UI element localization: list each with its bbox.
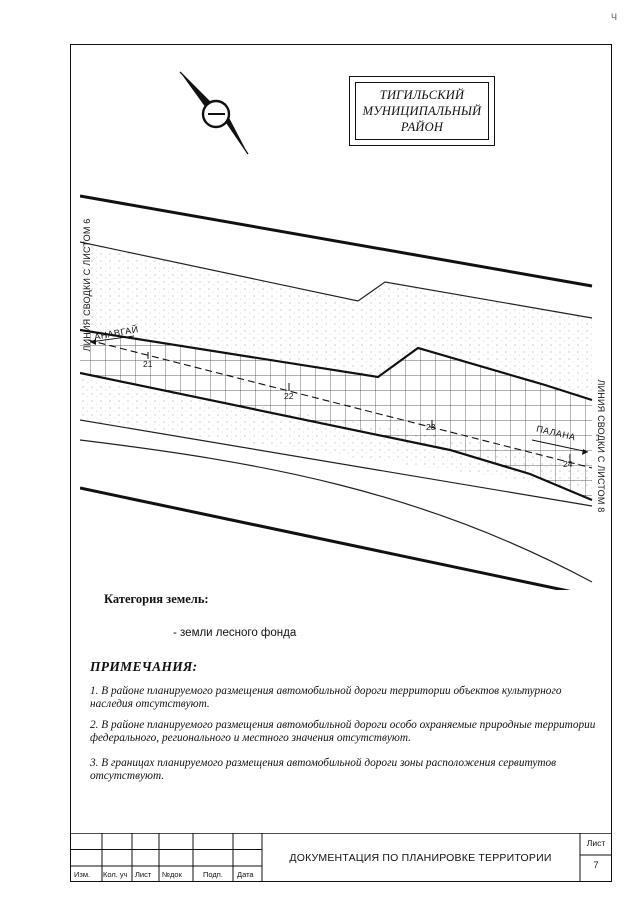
village-label-anavgai: АНАВГАЙ [93, 324, 140, 342]
notes-heading: ПРИМЕЧАНИЯ: [90, 659, 198, 674]
district-title-line: РАЙОН [400, 120, 444, 134]
district-title-line: ТИГИЛЬСКИЙ [379, 88, 465, 102]
district-title-box [349, 76, 495, 146]
land-category-heading: Категория земель: [104, 592, 209, 606]
right-match-line-label: ЛИНИЯ СВОДКИ С ЛИСТОМ 8 [596, 379, 606, 513]
picket-label: 23 [426, 422, 436, 432]
stamp-column-list: Лист [135, 870, 152, 879]
corner-mark: Ч [611, 12, 617, 22]
stamp-column-kol: Кол. уч [103, 870, 128, 879]
stamp-column-izm: Изм. [74, 870, 91, 879]
boundary-thick-bottom [80, 488, 592, 596]
document-title: ДОКУМЕНТАЦИЯ ПО ПЛАНИРОВКЕ ТЕРРИТОРИИ [289, 851, 552, 864]
land-category-item: - земли лесного фонда [173, 627, 297, 639]
picket-label: 22 [284, 391, 294, 401]
note-item: 3. В границах планируемого размещения автомобильной дороги зоны расположения сервитутов отсутствуют. [90, 757, 557, 782]
note-item: 1. В районе планируемого размещения автомобильной дороги территории объектов культурного наследия отсутствуют. [90, 685, 562, 710]
left-match-line-label: ЛИНИЯ СВОДКИ С ЛИСТОМ 6 [82, 218, 92, 352]
sheet-number: 7 [593, 860, 599, 870]
stamp-column-ndoc: №док [162, 870, 182, 879]
north-arrow-icon [180, 72, 248, 154]
village-label-palana: ПАЛАНА [535, 423, 577, 443]
stamp-column-podp: Подп. [203, 870, 223, 879]
note-item: 2. В районе планируемого размещения автомобильной дороги особо охраняемые природные территории федерального, регионального и местного значения отсутствуют. [90, 719, 596, 744]
stamp-column-data: Дата [237, 870, 254, 879]
picket-label: 21 [143, 359, 153, 369]
district-title-line: МУНИЦИПАЛЬНЫЙ [362, 104, 482, 118]
sheet-label: Лист [586, 838, 606, 848]
picket-label: 24 [563, 459, 573, 469]
